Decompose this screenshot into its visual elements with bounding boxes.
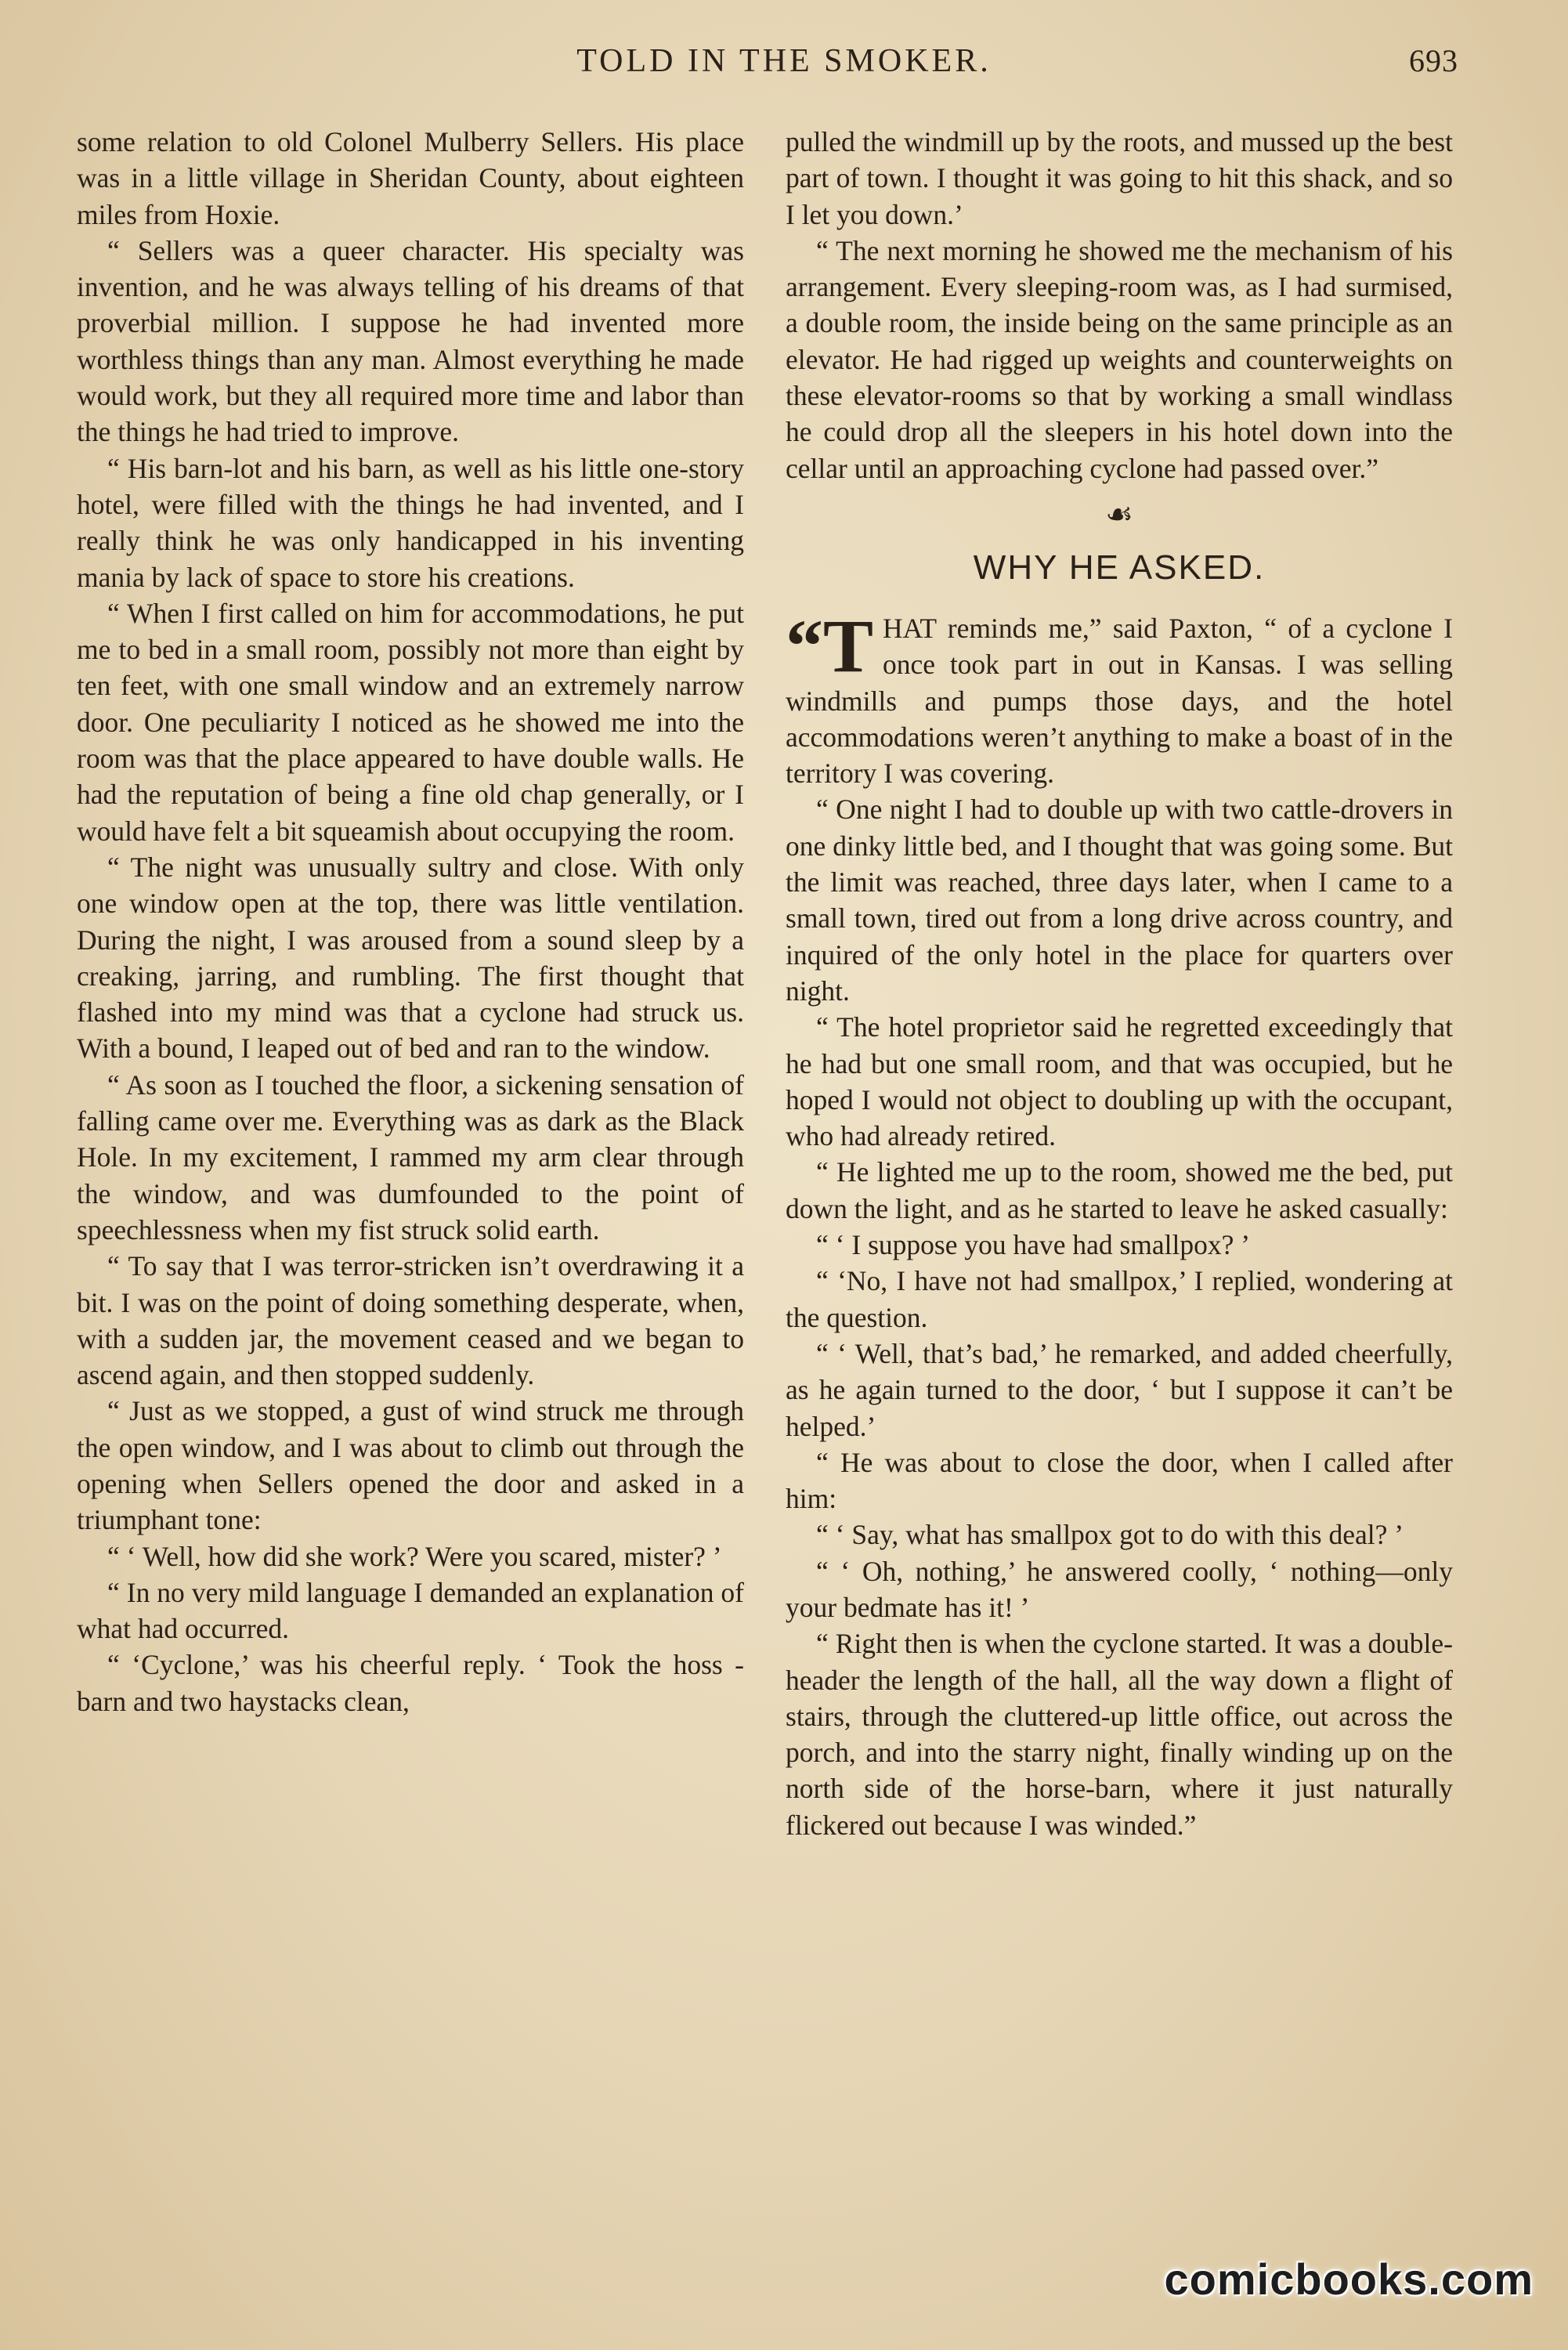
paragraph: “ The hotel proprietor said he regretted exceedingly that he had but one small room, and that was occupied, but he hoped I would not object to doubling up with the occupant, who had already retired. <box>786 1011 1453 1152</box>
paragraph: “ His barn-lot and his barn, as well as his little one-story hotel, were filled with the things he had invented, and I really think he was only handicapped in his inventing mania by lack of space to store his creations. <box>77 452 744 593</box>
page-header <box>0 42 1568 89</box>
opening-quote: “ <box>786 603 823 688</box>
paragraph: pulled the windmill up by the roots, and mussed up the best part of town. I thought it was going to hit this shack, and so I let you down.’ <box>786 126 1453 230</box>
page-number: 693 <box>1409 43 1458 78</box>
right-column <box>786 124 1453 1843</box>
paragraph: “ Sellers was a queer character. His specialty was invention, and he was always telling of his dreams of that proverbial million. I suppose he had invented more worthless things than any man. Almost everything he made would work, but they all required more time and labor than the things he had tried to improve. <box>77 234 744 448</box>
paragraph: “ ‘ Say, what has smallpox got to do with this deal? ’ <box>816 1519 1404 1551</box>
paragraph: “ He lighted me up to the room, showed me the bed, put down the light, and as he started to leave he asked casually: <box>786 1156 1453 1224</box>
left-column <box>77 124 744 1719</box>
paragraph: “ He was about to close the door, when I called after him: <box>786 1446 1453 1515</box>
running-title: TOLD IN THE SMOKER. <box>576 43 992 79</box>
paragraph-dropcap <box>786 603 1453 791</box>
fleuron-ornament-icon: ☙ <box>1105 496 1133 532</box>
paragraph: some relation to old Colonel Mulberry Sellers. His place was in a little village in Sheridan County, about eighteen miles from Hoxie. <box>77 126 744 230</box>
paragraph: “ The next morning he showed me the mechanism of his arrangement. Every sleeping-room was, as I had surmised, a double room, the inside being on the same principle as an elevator. He had rigged up weights and counterweights on these elevator-rooms so that by working a small windlass he could drop all the sleepers in his hotel down into the cellar until an approaching cyclone had passed over.” <box>786 234 1453 484</box>
paragraph: “ Just as we stopped, a gust of wind struck me through the open window, and I was about to climb out through the opening when Sellers opened the door and asked in a triumphant tone: <box>77 1395 744 1536</box>
drop-cap-letter: T <box>823 603 874 688</box>
paragraph: “ ‘ Well, how did she work? Were you scared, mister? ’ <box>107 1540 722 1572</box>
drop-cap <box>786 603 883 688</box>
paragraph: “ Right then is when the cyclone started. It was a double-header the length of the hall, all the way down a flight of stairs, through the cluttered-up little office, out across the porch, and into the starry night, finally winding up on the north side of the horse-barn, where it just naturally flickered out because I was winded.” <box>786 1628 1453 1841</box>
watermark: comicbooks.com <box>1164 2254 1534 2304</box>
paragraph: “ ‘ I suppose you have had smallpox? ’ <box>816 1229 1251 1261</box>
paragraph: “ One night I had to double up with two cattle-drovers in one dinky little bed, and I thought that was going some. But the limit was reached, three days later, when I came to a small town, tired out from a long drive across country, and inquired of the only hotel in the place for quarters over night. <box>786 794 1453 1007</box>
paragraph: “ ‘Cyclone,’ was his cheerful reply. ‘ Took the hoss - barn and two haystacks clean, <box>77 1649 744 1717</box>
paragraph: “ As soon as I touched the floor, a sickening sensation of falling came over me. Everything was as dark as the Black Hole. In my excitement, I rammed my arm clear through the window, and was dumfounded to the point of speechlessness when my fist struck solid earth. <box>77 1068 744 1246</box>
section-title: WHY HE ASKED. <box>973 548 1266 587</box>
paragraph: “ ‘No, I have not had smallpox,’ I replied, wondering at the question. <box>786 1265 1453 1333</box>
paragraph-text: HAT reminds me,” said Paxton, “ of a cyclone I once took part in out in Kansas. I was selling windmills and pumps those days, and the hotel accommodations weren’t anything to make a boast of in the territory I was covering. <box>786 612 1453 790</box>
paragraph: “ ‘ Well, that’s bad,’ he remarked, and added cheerfully, as he again turned to the door, ‘ but I suppose it can’t be helped.’ <box>786 1337 1453 1442</box>
paragraph: “ In no very mild language I demanded an explanation of what had occurred. <box>77 1576 744 1645</box>
paragraph: “ To say that I was terror-stricken isn’t overdrawing it a bit. I was on the point of doing something desperate, when, with a sudden jar, the movement ceased and we began to ascend again, and then stopped suddenly. <box>77 1250 744 1391</box>
paragraph: “ When I first called on him for accommodations, he put me to bed in a small room, possibly not more than eight by ten feet, with one small window and an extremely narrow door. One peculiarity I noticed as he showed me into the room was that the place appeared to have double walls. He had the reputation of being a fine old chap generally, or I would have felt a bit squeamish about occupying the room. <box>77 597 744 847</box>
paragraph: “ ‘ Oh, nothing,’ he answered coolly, ‘ nothing—only your bedmate has it! ’ <box>786 1555 1453 1623</box>
paragraph: “ The night was unusually sultry and close. With only one window open at the top, there was little ventilation. During the night, I was aroused from a sound sleep by a creaking, jarring, and rumbling. The first thought that flashed into my mind was that a cyclone had struck us. With a bound, I leaped out of bed and ran to the window. <box>77 851 744 1065</box>
